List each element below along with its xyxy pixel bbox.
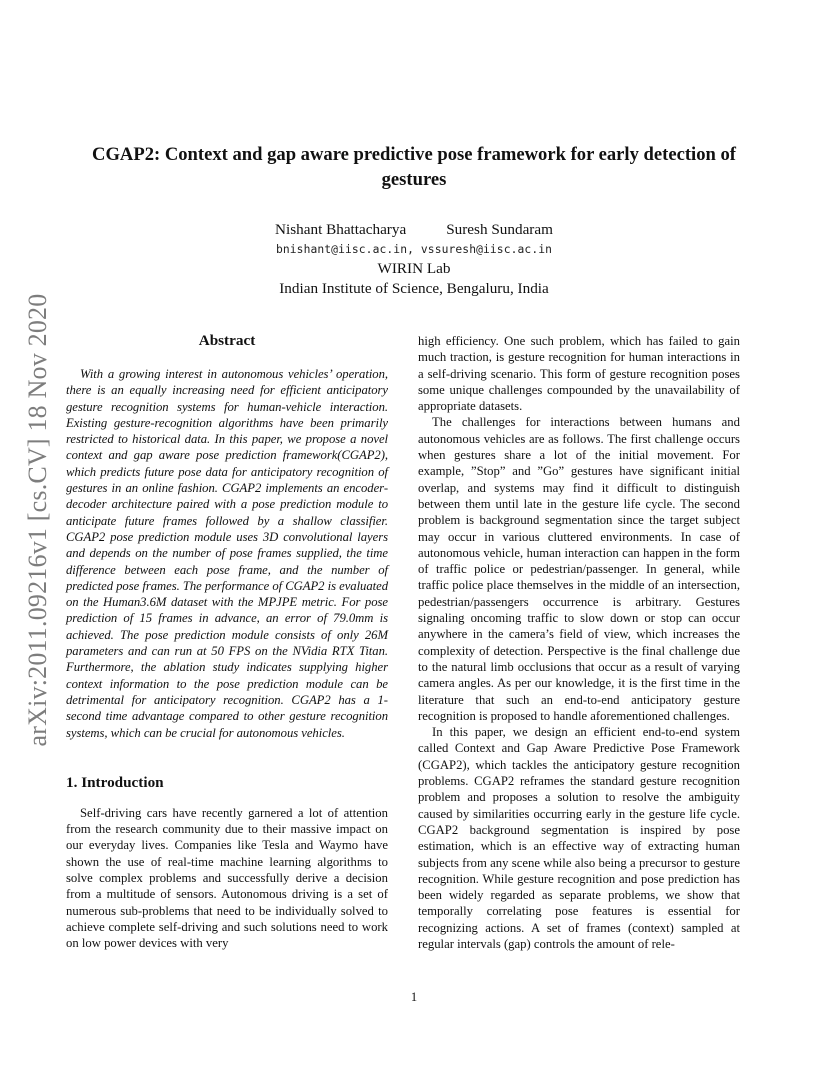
abstract-text: With a growing interest in autonomous vehicles’ operation, there is an equally increasing need for efficient anticipatory gesture recognition systems for human-vehicle interaction. Existing gesture-recognition algorithms have been primarily restricted to historical data. In this paper, we propose a novel context and gap aware pose prediction framework(CGAP2), which predicts future pose data for anticipatory recognition of gestures in an online fashion. CGAP2 implements an encoder-decoder architecture paired with a pose prediction module to anticipate future frames followed by a shallow classifier. CGAP2 pose prediction module uses 3D convolutional layers and depends on the number of pose frames supplied, the time difference between each pose frame, and the number of predicted pose frames. The performance of CGAP2 is evaluated on the Human3.6M dataset with the MPJPE metric. For pose prediction of 15 frames in advance, an error of 79.0mm is achieved. The pose prediction module consists of only 26M parameters and can run at 50 FPS on the NVidia RTX Titan. Furthermore, the ablation study indicates supplying higher context information to the pose prediction module can be detrimental for anticipatory recognition. CGAP2 has a 1-second time advantage compared to other gesture recognition systems, which can be crucial for autonomous vehicles. [66, 367, 388, 740]
paper-title: CGAP2: Context and gap aware predictive pose framework for early detection of gestures [92, 144, 736, 190]
introduction-heading: 1. Introduction [66, 773, 164, 791]
arxiv-watermark [0, 0, 52, 747]
arxiv-stamp: arXiv:2011.09216v1 [cs.CV] 18 Nov 2020 [23, 293, 52, 747]
abstract-heading: Abstract [198, 332, 256, 349]
intro-paragraph: The challenges for interactions between humans and autonomous vehicles are as follows. The first challenge occurs when gestures share a lot of the initial movement. For example, ”Stop” and ”Go” gestures have significant initial overlap, and systems may find it difficult to distinguish between them until late in the gesture life cycle. The second problem is background segmentation since the target subject may occur in various cluttered environments. In case of autonomous vehicle, human interaction can happen in the form of traffic police or pedestrian/passenger. In general, while traffic police place themselves in the middle of an intersection, pedestrian/passengers occurrence is arbitrary. Gestures signaling oncoming traffic to slow down or stop can occur anywhere in the camera’s field of view, which increases the complexity of detection. Perspective is the final challenge due to the natural limb occlusions that occur as a result of varying camera angles. As per our knowledge, it is the first time in the literature that such an end-to-end anticipatory gesture recognition is proposed to handle aforementioned challenges. [418, 415, 740, 723]
author-block [60, 220, 768, 299]
left-column [66, 328, 388, 952]
intro-paragraph: In this paper, we design an efficient end-to-end system called Context and Gap Aware Predictive Pose Framework (CGAP2), which tackles the anticipatory gesture recognition problems. CGAP2 reframes the standard gesture recognition problem and proposes a solution to resolve the ambiguity caused by similarities occurring early in the gesture life cycle. CGAP2 background segmentation is inspired by pose estimation, which is an effective way of extracting human subjects from any scene while also being a precursor to gesture recognition. While gesture recognition and pose prediction has been widely regarded as separate problems, we show that temporally correlating pose features is essential for recognizing actions. A set of frames (context) sampled at regular intervals (gap) controls the amount of rele- [418, 725, 740, 951]
intro-paragraph: high efficiency. One such problem, which has failed to gain much traction, is gesture recognition for human interactions in a self-driving scenario. This form of gesture recognition poses some unique challenges compounded by the unavailability of appropriate datasets. [418, 334, 740, 414]
author-name: Nishant Bhattacharya [275, 221, 407, 238]
lab-name: WIRIN Lab [377, 260, 451, 277]
right-column [418, 333, 740, 952]
author-name: Suresh Sundaram [446, 221, 553, 238]
author-emails: bnishant@iisc.ac.in, vssuresh@iisc.ac.in [275, 243, 553, 256]
page-number: 1 [410, 990, 418, 1004]
institution: Indian Institute of Science, Bengaluru, India [279, 280, 549, 297]
author-names [60, 220, 768, 240]
intro-paragraph: Self-driving cars have recently garnered a lot of attention from the research community due to their massive impact on our everyday lives. Companies like Tesla and Waymo have shown the use of real-time machine learning algorithms to solve complex problems and successfully derive a decision from a multitude of sensors. Autonomous driving is a set of numerous sub-problems that need to be individually solved to achieve complete self-driving and such solutions need to work on low power devices with very [66, 805, 388, 951]
